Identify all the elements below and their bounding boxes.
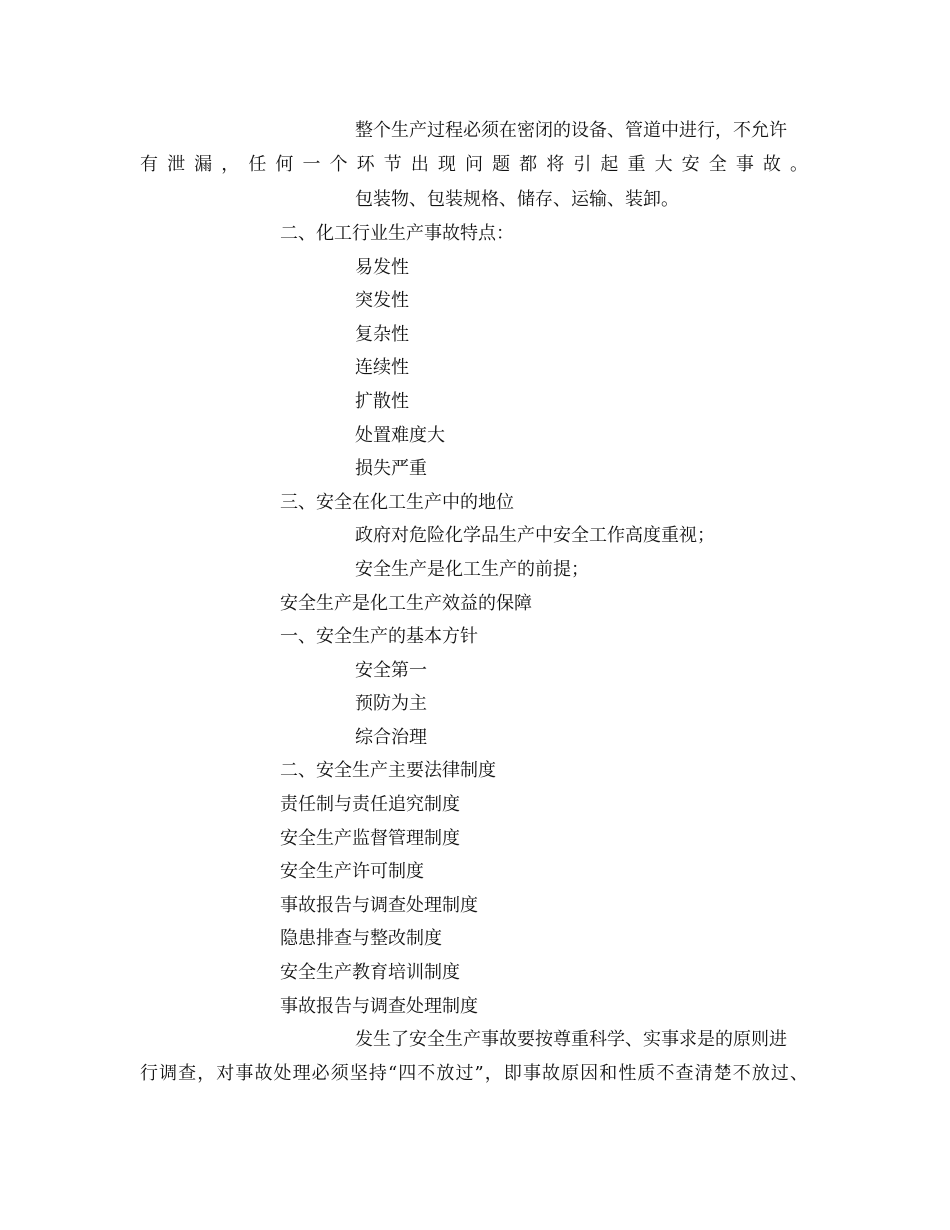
list-item: 安全第一 [355,660,427,681]
list-item: 扩散性 [355,391,409,412]
list-item: 综合治理 [355,727,427,748]
list-item: 隐患排查与整改制度 [280,928,442,949]
paragraph-line: 包装物、包装规格、储存、运输、装卸。 [355,189,679,210]
list-item: 事故报告与调查处理制度 [280,996,478,1017]
section-heading: 一、安全生产的基本方针 [280,626,478,647]
section-heading: 二、安全生产主要法律制度 [280,760,496,781]
list-item: 政府对危险化学品生产中安全工作高度重视； [355,525,715,546]
list-item: 损失严重 [355,458,427,479]
list-item: 连续性 [355,357,409,378]
section-heading: 三、安全在化工生产中的地位 [280,492,514,513]
list-item: 事故报告与调查处理制度 [280,895,478,916]
section-heading: 二、化工行业生产事故特点： [280,223,514,244]
paragraph-line: 行调查，对事故处理必须坚持“四不放过”，即事故原因和性质不查清楚不放过、 [140,1063,808,1084]
list-item: 安全生产是化工生产的前提； [355,559,589,580]
paragraph-line: 整个生产过程必须在密闭的设备、管道中进行，不允许 [355,120,787,141]
list-item: 安全生产监督管理制度 [280,828,460,849]
list-item: 安全生产教育培训制度 [280,962,460,983]
paragraph-line: 有泄漏，任何一个环节出现问题都将引起重大安全事故。 [140,154,808,175]
list-item: 处置难度大 [355,425,445,446]
list-item: 责任制与责任追究制度 [280,794,460,815]
list-item: 易发性 [355,257,409,278]
list-item: 复杂性 [355,324,409,345]
list-item: 预防为主 [355,693,427,714]
list-item: 安全生产许可制度 [280,861,424,882]
paragraph-line: 安全生产是化工生产效益的保障 [280,593,532,614]
list-item: 突发性 [355,290,409,311]
paragraph-line: 发生了安全生产事故要按尊重科学、实事求是的原则进 [355,1029,787,1050]
